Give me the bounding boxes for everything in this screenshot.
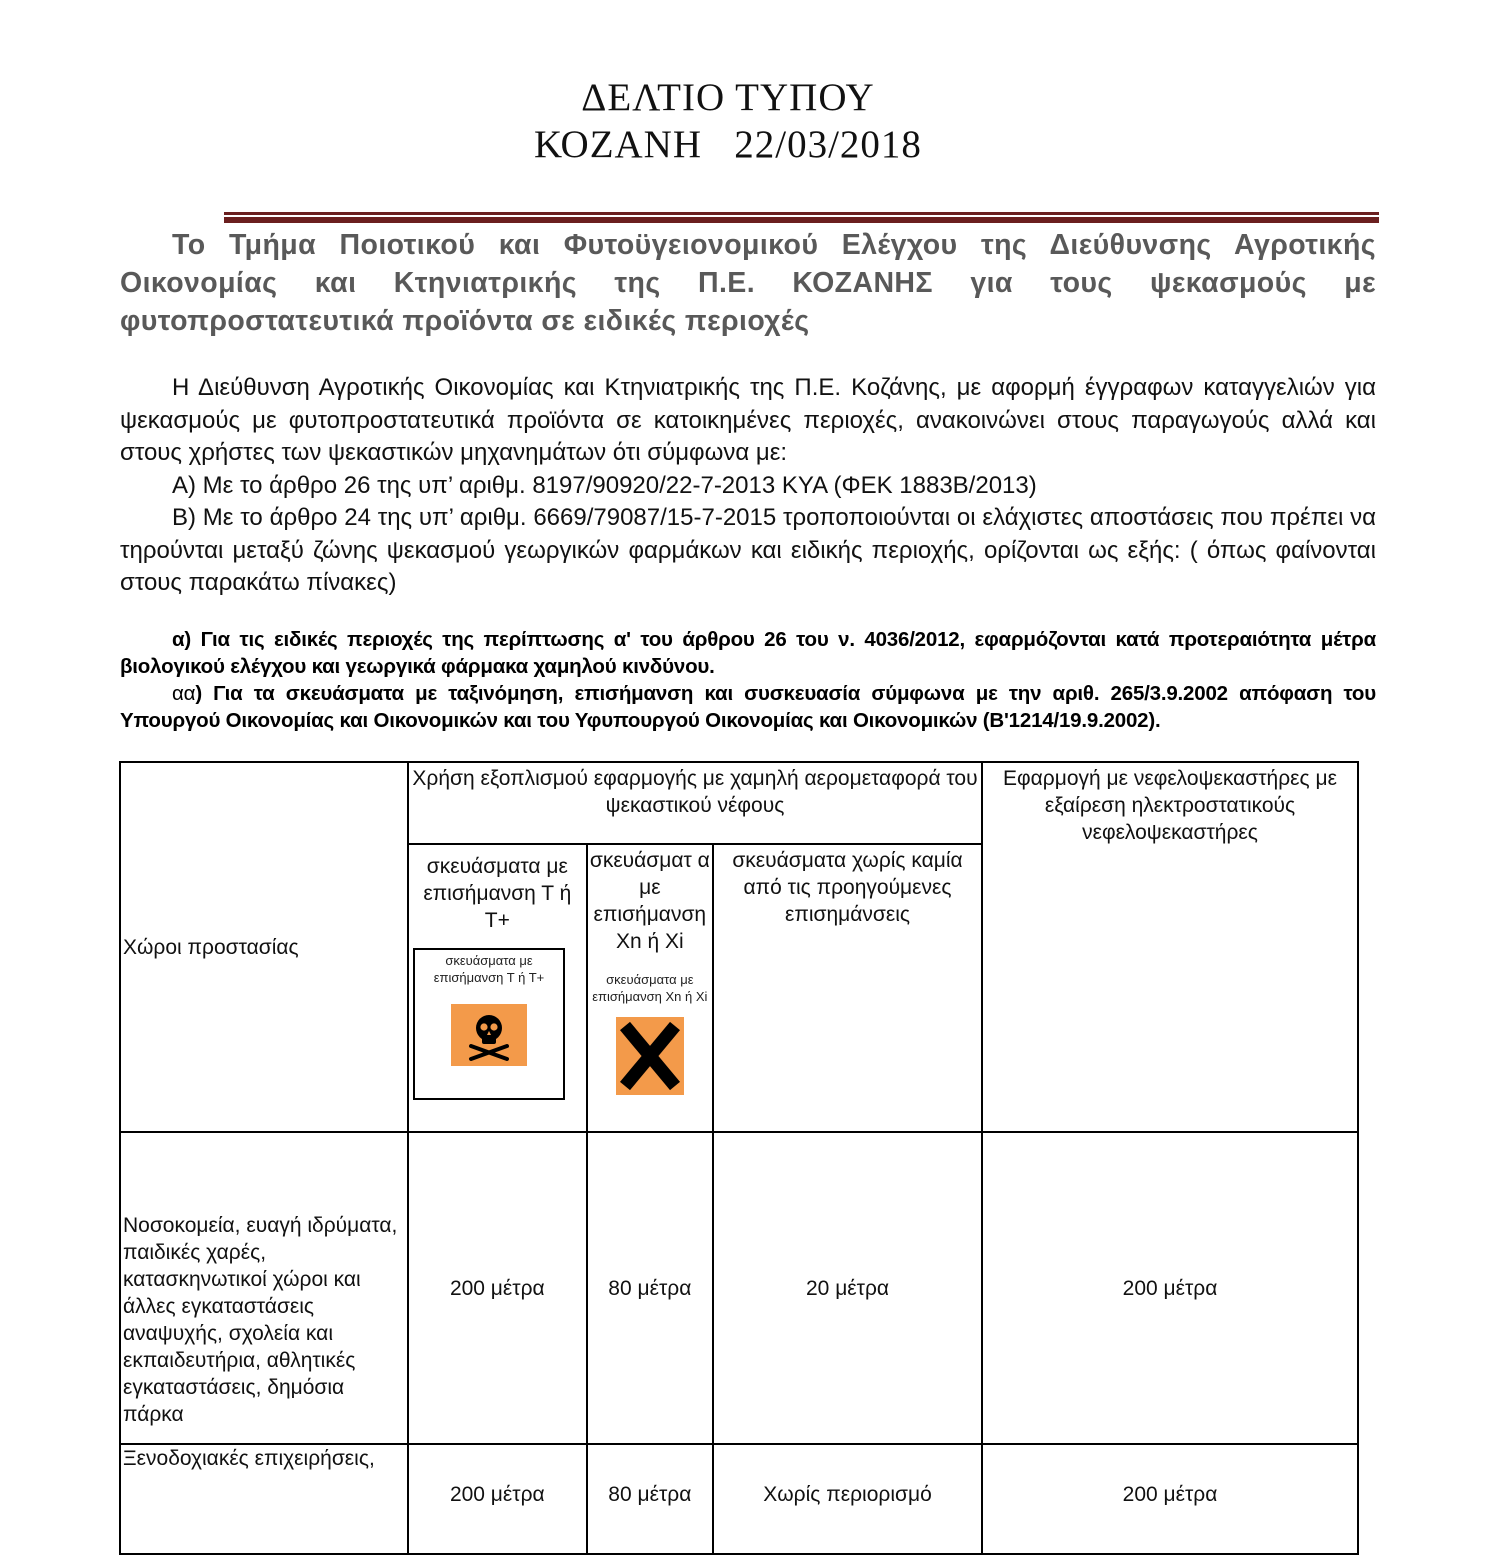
paragraph-a: Α) Με το άρθρο 26 της υπ’ αριθμ. 8197/90920/22-7-2013 ΚΥΑ (ΦΕΚ 1883Β/2013): [172, 471, 1037, 499]
row-value-xn: 80 μέτρα: [587, 1132, 713, 1444]
paragraph-intro: Η Διεύθυνση Αγροτικής Οικονομίας και Κτηνιατρικής της Π.Ε. Κοζάνης, με αφορμή έγγραφων καταγγελιών για ψεκασμούς με φυτοπροστατευτικά προϊόντα σε κατοικημένες περιοχές, ανακοινώνει στους παραγωγούς αλλά και στους χρήστες των ψεκαστικών μηχανημάτων ότι σύμφωνα με:: [120, 374, 1376, 466]
row-area: Νοσοκομεία, ευαγή ιδρύματα, παιδικές χαρές, κατασκηνωτικοί χώροι και άλλες εγκαταστάσεις αναψυχής, σχολεία και εκπαιδευτήρια, αθλητικές εγκαταστάσεις, δημόσια πάρκα: [120, 1132, 408, 1444]
press-release-header: [0, 74, 1456, 168]
header-label-xn: [587, 844, 713, 1132]
row-area: Ξενοδοχιακές επιχειρήσεις,: [120, 1444, 408, 1554]
law-paragraph-a: α) Για τις ειδικές περιοχές της περίπτωσης α' του άρθρου 26 του ν. 4036/2012, εφαρμόζονται κατά προτεραιότητα μέτρα βιολογικού ελέγχου και γεωργικά φάρμακα χαμηλού κινδύνου.: [120, 628, 1376, 678]
row-value-mist: 200 μέτρα: [982, 1444, 1358, 1554]
distance-table: [119, 761, 1359, 1555]
law-paragraph-aa-text: ) Για τα σκευάσματα με ταξινόμηση, επισήμανση και συσκευασία σύμφωνα με την αριθ. 265/3.9.2002 απόφαση του Υπουργού Οικονομίας και Οικονομικών και του Υφυπουργού Οικονομίας και Οικονομικών (Β'1214/19.9.2002).: [120, 682, 1376, 732]
paragraph-b: Β) Με το άρθρο 24 της υπ’ αριθμ. 6669/79087/15-7-2015 τροποποιούνται οι ελάχιστες αποστάσεις που πρέπει να τηρούνται μεταξύ ζώνης ψεκασμού γεωργικών φαρμάκων και ειδικής περιοχής, ορίζονται ως εξής: ( όπως φαίνονται στους παρακάτω πίνακες): [120, 504, 1376, 596]
skull-crossbones-icon: [451, 1004, 527, 1066]
law-paragraph-aa: [120, 680, 1376, 734]
header-label-t: [408, 844, 587, 1132]
header-low-drift-group: Χρήση εξοπλισμού εφαρμογής με χαμηλή αερομεταφορά του ψεκαστικού νέφους: [408, 762, 982, 844]
pictogram-xn-box: [590, 969, 710, 1115]
pictogram-t-box: [413, 948, 565, 1100]
document-title: ΔΕΛΤΙΟ ΤΥΠΟΥ: [581, 76, 875, 119]
row-value-xn: 80 μέτρα: [587, 1444, 713, 1554]
table-header-row: [120, 762, 1358, 844]
table-row: [120, 1132, 1358, 1444]
header-protection-areas: Χώροι προστασίας: [120, 762, 408, 1132]
law-excerpt: [120, 626, 1376, 734]
row-value-none: Χωρίς περιορισμό: [713, 1444, 982, 1554]
divider-thick: [224, 217, 1379, 223]
header-mist-sprayers: Εφαρμογή με νεφελοψεκαστήρες με εξαίρεση ηλεκτροστατικούς νεφελοψεκαστήρες: [982, 762, 1358, 1132]
table-row: [120, 1444, 1358, 1554]
section-heading: Το Τμήμα Ποιοτικού και Φυτοϋγειονομικού Ελέγχου της Διεύθυνσης Αγροτικής Οικονομίας και Κτηνιατρικής της Π.Ε. ΚΟΖΑΝΗΣ για τους ψεκασμούς με φυτοπροστατευτικά προϊόντα σε ειδικές περιοχές: [120, 229, 1376, 337]
header-label-xn-text: σκευάσματ α με επισήμανση Xn ή Xi: [589, 849, 710, 953]
row-value-none: 20 μέτρα: [713, 1132, 982, 1444]
row-value-t: 200 μέτρα: [408, 1444, 587, 1554]
row-value-t: 200 μέτρα: [408, 1132, 587, 1444]
header-label-t-text: σκευάσματα με επισήμανση Τ ή Τ+: [423, 855, 572, 932]
row-value-mist: 200 μέτρα: [982, 1132, 1358, 1444]
header-label-none: σκευάσματα χωρίς καμία από τις προηγούμενες επισημάνσεις: [713, 844, 982, 1132]
law-paragraph-aa-prefix: αα: [172, 682, 196, 705]
pictogram-t-label: σκευάσματα με επισήμανση Τ ή Τ+: [433, 953, 545, 985]
divider-thin: [224, 212, 1379, 215]
place-date: ΚΟΖΑΝΗ 22/03/2018: [534, 123, 922, 166]
pictogram-xn-label: σκευάσματα με επισήμανση Xn ή Xi: [592, 972, 708, 1004]
body-text: [120, 372, 1376, 600]
x-cross-icon: [616, 1017, 684, 1095]
